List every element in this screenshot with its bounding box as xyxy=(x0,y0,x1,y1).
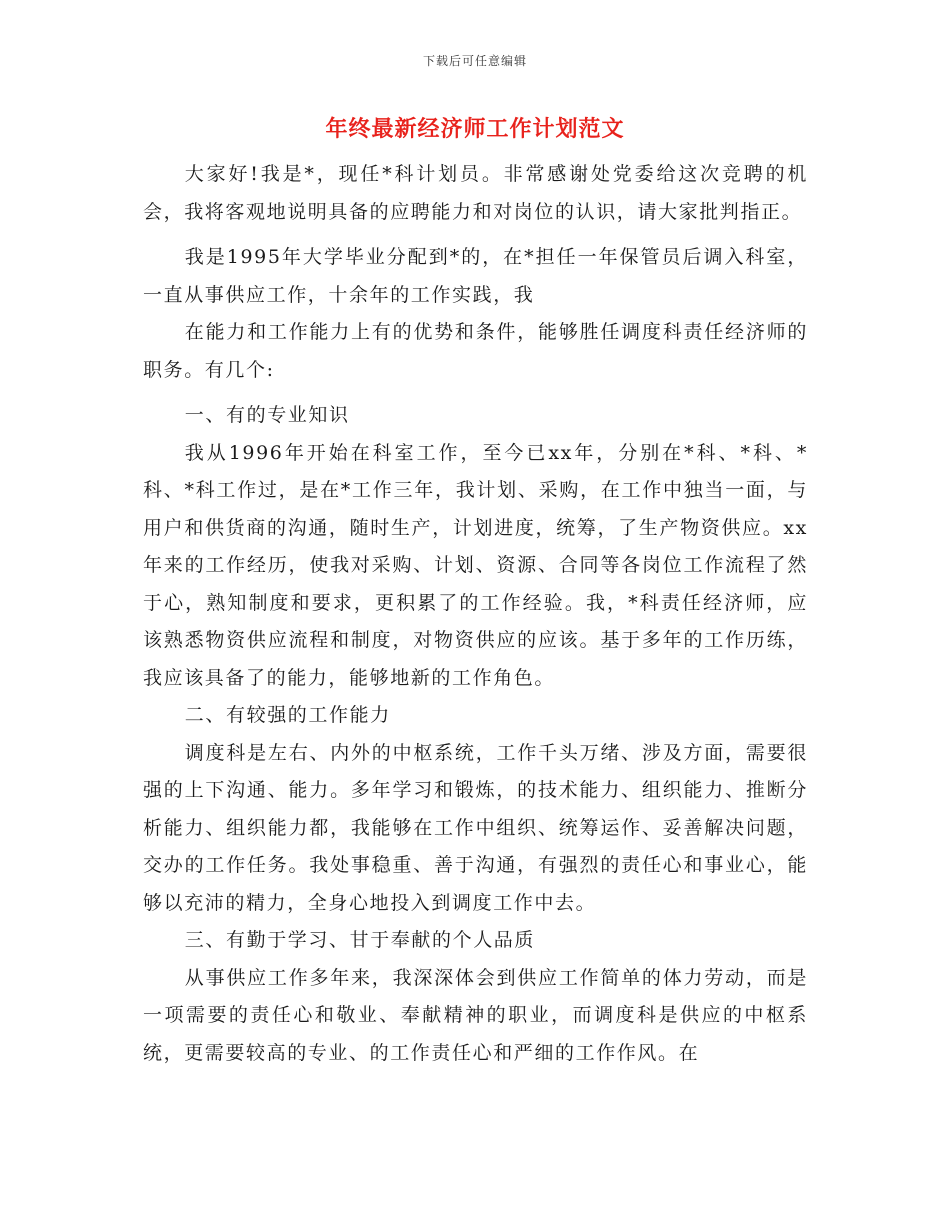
section-heading-2: 二、有较强的工作能力 xyxy=(184,704,391,726)
paragraph-ability: 调度科是左右、内外的中枢系统，工作千头万绪、涉及方面，需要很强的上下沟通、能力。多年学习和锻炼，的技术能力、组织能力、推断分析能力、组织能力都，我能够在工作中组织、统筹运作、妥善解决问题，交办的工作任务。我处事稳重、善于沟通，有强烈的责任心和事业心，能够以充沛的精力，全身心地投入到调度工作中去。 xyxy=(143,741,808,914)
section-heading-1: 一、有的专业知识 xyxy=(184,404,350,426)
document-title: 年终最新经济师工作计划范文 xyxy=(325,116,625,142)
header-note: 下载后可任意编辑 xyxy=(422,54,527,68)
section-heading-3: 三、有勤于学习、甘于奉献的个人品质 xyxy=(184,929,535,951)
paragraph-dedication: 从事供应工作多年来，我深深体会到供应工作简单的体力劳动，而是一项需要的责任心和敬业、奉献精神的职业，而调度科是供应的中枢系统，更需要较高的专业、的工作责任心和严细的工作作风。在 xyxy=(143,966,808,1064)
document-body xyxy=(143,156,808,1072)
paragraph-qualification: 在能力和工作能力上有的优势和条件，能够胜任调度科责任经济师的职务。有几个: xyxy=(143,321,808,381)
paragraph-experience: 我从1996年开始在科室工作，至今已xx年，分别在*科、*科、*科、*科工作过，是在*工作三年，我计划、采购，在工作中独当一面，与用户和供货商的沟通，随时生产，计划进度，统筹，了生产物资供应。xx年来的工作经历，使我对采购、计划、资源、合同等各岗位工作流程了然于心，熟知制度和要求，更积累了的工作经验。我，*科责任经济师，应该熟悉物资供应流程和制度，对物资供应的应该。基于多年的工作历练，我应该具备了的能力，能够地新的工作角色。 xyxy=(143,441,808,689)
paragraph-background: 我是1995年大学毕业分配到*的，在*担任一年保管员后调入科室，一直从事供应工作，十余年的工作实践，我 xyxy=(143,246,808,306)
paragraph-greeting: 大家好!我是*，现任*科计划员。非常感谢处党委给这次竞聘的机会，我将客观地说明具备的应聘能力和对岗位的认识，请大家批判指正。 xyxy=(143,163,808,223)
